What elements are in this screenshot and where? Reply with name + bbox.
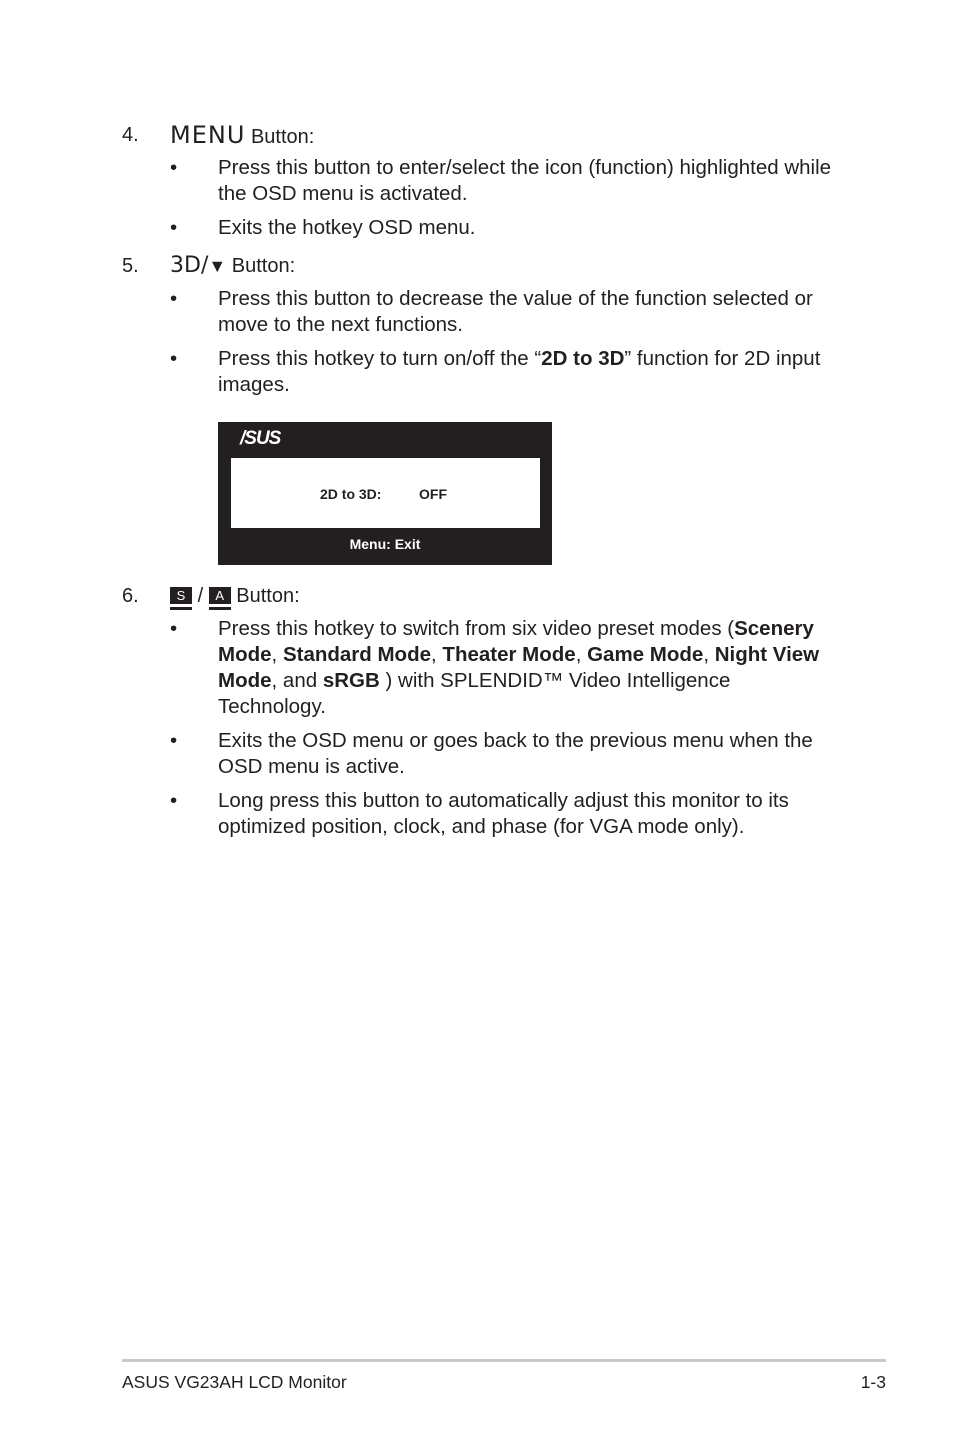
bullet-icon: • bbox=[170, 287, 178, 310]
button-label: Button: bbox=[250, 126, 315, 148]
footer-divider bbox=[122, 1359, 886, 1362]
section-header bbox=[122, 582, 842, 610]
separator: / bbox=[197, 585, 204, 607]
item-number: 5. bbox=[122, 255, 139, 277]
section-header bbox=[122, 121, 842, 149]
list-item bbox=[122, 346, 842, 398]
section-3d-button bbox=[122, 252, 842, 398]
mode-name: Scenery Mode bbox=[218, 617, 814, 666]
bullet-text: Press this button to enter/select the icon (function) highlighted while the OSD menu is activated. bbox=[218, 156, 832, 205]
item-number: 6. bbox=[122, 585, 139, 607]
page-number: 1-3 bbox=[860, 1372, 886, 1392]
mode-name: Theater Mode bbox=[442, 643, 576, 666]
bullet-icon: • bbox=[170, 789, 178, 812]
osd-setting-value: OFF bbox=[419, 486, 447, 502]
bullet-text: Press this button to decrease the value of the function selected or move to the next functions. bbox=[218, 287, 813, 336]
section-header bbox=[122, 252, 842, 280]
list-item bbox=[122, 215, 842, 241]
mode-name: Night View Mode bbox=[218, 643, 820, 692]
asus-logo: /SUS bbox=[240, 428, 281, 449]
button-label: Button: bbox=[236, 585, 300, 607]
3d-key-icon: 3D/ bbox=[170, 253, 209, 278]
list-item bbox=[122, 616, 842, 720]
list-item bbox=[122, 155, 842, 207]
bullet-text: Exits the hotkey OSD menu. bbox=[218, 216, 476, 239]
osd-setting-label: 2D to 3D: bbox=[320, 486, 382, 502]
mode-name: sRGB bbox=[322, 669, 380, 692]
list-item bbox=[122, 788, 842, 840]
item-number: 4. bbox=[122, 124, 139, 146]
footer-title: ASUS VG23AH LCD Monitor bbox=[122, 1372, 347, 1392]
list-item bbox=[122, 728, 842, 780]
a-key-icon: A bbox=[209, 587, 231, 610]
bullet-text: Press this hotkey to turn on/off the “2D to 3D” function for 2D input images. bbox=[218, 347, 821, 396]
bullet-icon: • bbox=[170, 216, 178, 239]
section-splendid-button bbox=[122, 582, 842, 840]
bullet-icon: • bbox=[170, 347, 178, 370]
down-triangle-icon: ▼ bbox=[208, 256, 227, 276]
button-label: Button: bbox=[231, 255, 296, 277]
bullet-icon: • bbox=[170, 729, 178, 752]
mode-name: Standard Mode bbox=[282, 643, 432, 666]
bold-term: 2D to 3D bbox=[541, 347, 625, 370]
mode-name: Game Mode bbox=[587, 643, 704, 666]
osd-footer: Menu: Exit bbox=[349, 536, 421, 552]
bullet-text: Long press this button to automatically adjust this monitor to its optimized position, clock, and phase (for VGA mode only). bbox=[218, 789, 789, 838]
bullet-icon: • bbox=[170, 156, 178, 179]
section-menu-button bbox=[122, 121, 842, 241]
s-key-icon: S bbox=[170, 587, 192, 610]
list-item bbox=[122, 286, 842, 338]
bullet-icon: • bbox=[170, 617, 178, 640]
menu-key-icon: MENU bbox=[170, 121, 246, 149]
bullet-text: Exits the OSD menu or goes back to the previous menu when the OSD menu is active. bbox=[218, 729, 813, 778]
osd-screenshot bbox=[218, 422, 552, 565]
bullet-text: Press this hotkey to switch from six video preset modes (Scenery Mode, Standard Mode, Theater Mode, Game Mode, Night View Mode, and sRGB ) with SPLENDID™ Video Intelligence Technology. bbox=[218, 617, 820, 718]
osd-panel bbox=[231, 458, 540, 528]
